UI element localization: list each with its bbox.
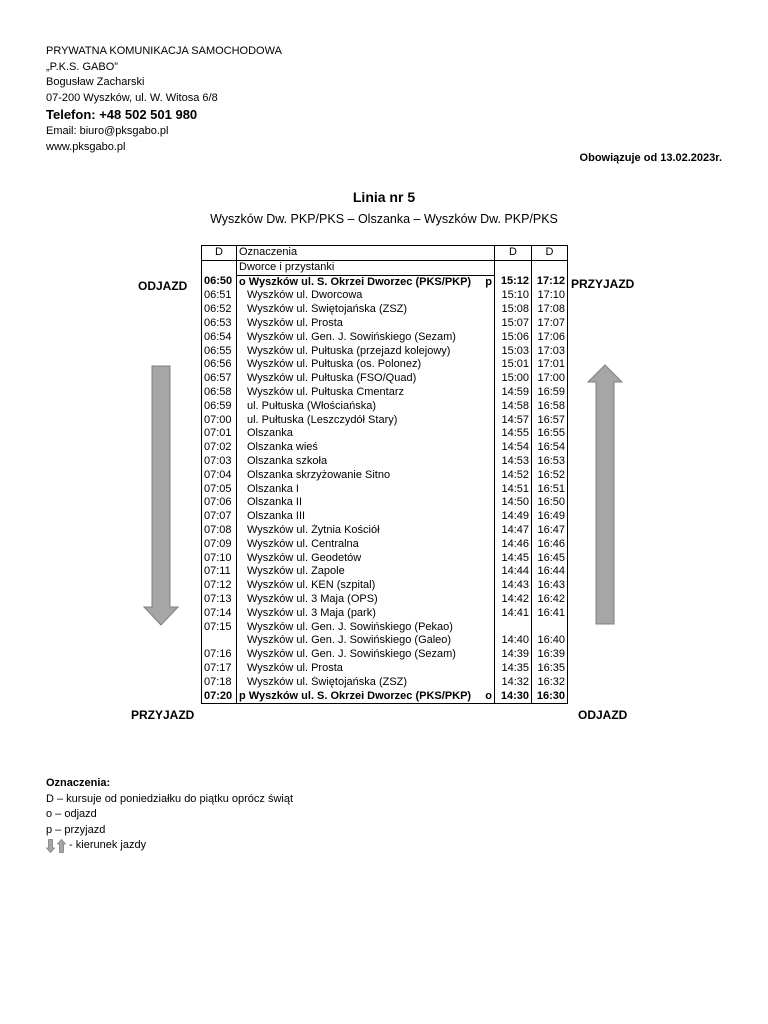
departure-time: 07:04: [202, 469, 237, 483]
departure-time: 07:13: [202, 593, 237, 607]
stop-name: Wyszków ul. Gen. J. Sowińskiego (Sezam): [247, 648, 456, 661]
stop-wrapper: [239, 400, 492, 414]
arrival-time-2: 16:44: [532, 565, 568, 579]
stop-name: Wyszków ul. S. Okrzei Dworzec (PKS/PKP): [248, 689, 472, 702]
departure-time: 07:08: [202, 524, 237, 538]
departure-time: 07:09: [202, 538, 237, 552]
arrival-time-1: 14:43: [495, 579, 532, 593]
stop-left: [239, 690, 471, 704]
departure-time: 07:03: [202, 455, 237, 469]
stop-name: Wyszków ul. Prosta: [247, 661, 343, 674]
company-short-name: „P.K.S. GABO”: [46, 60, 118, 73]
table-row: [202, 621, 568, 635]
departure-time: 07:14: [202, 607, 237, 621]
stop-left: [239, 552, 361, 566]
arrival-time-1: 14:47: [495, 524, 532, 538]
valid-from: Obowiązuje od 13.02.2023r.: [579, 152, 722, 164]
header-arr1: D: [495, 246, 532, 261]
stop-cell: [237, 496, 495, 510]
arrival-time-1: 14:49: [495, 510, 532, 524]
stop-name: Olszanka szkoła: [247, 454, 328, 467]
arrival-time-2: 17:07: [532, 317, 568, 331]
stop-cell: [237, 676, 495, 690]
table-row: [202, 372, 568, 386]
departure-time: 07:20: [202, 690, 237, 704]
stop-cell: [237, 621, 495, 635]
stop-cell: [237, 662, 495, 676]
stop-name: Wyszków ul. Gen. J. Sowińskiego (Pekao): [247, 620, 453, 633]
stop-wrapper: [239, 358, 492, 372]
arrival-time-1: 15:07: [495, 317, 532, 331]
stop-name: Olszanka I: [247, 482, 299, 495]
arrival-time-2: 16:32: [532, 676, 568, 690]
table-row: [202, 524, 568, 538]
stop-wrapper: [239, 441, 492, 455]
stop-left: [239, 469, 390, 483]
departure-time: 06:59: [202, 400, 237, 414]
section-row: [202, 260, 568, 275]
table-row: [202, 510, 568, 524]
stop-cell: [237, 565, 495, 579]
stop-cell: [237, 455, 495, 469]
stop-name: Olszanka: [247, 427, 293, 440]
stop-name: Wyszków ul. Centralna: [247, 537, 359, 550]
stop-name: Olszanka II: [247, 496, 303, 509]
departure-time: 06:58: [202, 386, 237, 400]
stop-wrapper: [239, 538, 492, 552]
departure-time: 07:10: [202, 552, 237, 566]
departure-time: 07:06: [202, 496, 237, 510]
stop-name: Olszanka wieś: [247, 441, 318, 454]
stop-wrapper: [239, 621, 492, 635]
stop-left: [239, 634, 451, 648]
left-departure-label: ODJAZD: [138, 279, 188, 293]
departure-time: 07:16: [202, 648, 237, 662]
stop-cell: [237, 690, 495, 704]
stop-name: Wyszków ul. Pułtuska (FSO/Quad): [247, 372, 417, 385]
arrival-time-2: 17:01: [532, 358, 568, 372]
table-row: [202, 690, 568, 704]
stop-wrapper: [239, 510, 492, 524]
company-header: [46, 44, 282, 156]
stop-left: [239, 496, 302, 510]
stop-pre-marker: o: [239, 275, 246, 288]
legend-item-o: o – odjazd: [46, 808, 97, 821]
stop-cell: [237, 427, 495, 441]
table-row: [202, 607, 568, 621]
table-row: [202, 331, 568, 345]
arrival-time-1: 14:40: [495, 634, 532, 648]
stop-cell: [237, 400, 495, 414]
stop-name: ul. Pułtuska (Włościańska): [247, 399, 376, 412]
arrival-time-2: 17:06: [532, 331, 568, 345]
table-row: [202, 634, 568, 648]
stop-left: [239, 524, 380, 538]
section-a1-cell: [495, 260, 532, 275]
header-dep: D: [202, 246, 237, 261]
departure-time: 06:52: [202, 303, 237, 317]
arrival-time-2: 16:40: [532, 634, 568, 648]
stop-name: Wyszków ul. Żytnia Kościół: [247, 523, 380, 536]
company-owner: Bogusław Zacharski: [46, 76, 145, 89]
stop-cell: [237, 275, 495, 289]
stop-cell: [237, 289, 495, 303]
stop-name: Wyszków ul. Prosta: [247, 316, 343, 329]
arrival-time-2: 16:52: [532, 469, 568, 483]
table-row: [202, 455, 568, 469]
stop-wrapper: [239, 579, 492, 593]
arrival-time-1: 15:06: [495, 331, 532, 345]
table-row: [202, 317, 568, 331]
stop-left: [239, 358, 421, 372]
stop-left: [239, 427, 293, 441]
stop-name: Wyszków ul. Dworcowa: [247, 289, 363, 302]
stop-name: Olszanka skrzyżowanie Sitno: [247, 468, 391, 481]
company-name: PRYWATNA KOMUNIKACJA SAMOCHODOWA: [46, 45, 282, 57]
stop-left: [239, 317, 343, 331]
stop-wrapper: [239, 662, 492, 676]
stop-wrapper: [239, 565, 492, 579]
timetable-header-row: [202, 246, 568, 261]
arrival-time-1: 14:53: [495, 455, 532, 469]
stop-left: [239, 289, 362, 303]
table-row: [202, 676, 568, 690]
company-website: www.pksgabo.pl: [46, 140, 126, 153]
stop-wrapper: [239, 386, 492, 400]
stop-left: [239, 483, 299, 497]
stop-cell: [237, 331, 495, 345]
stop-wrapper: [239, 427, 492, 441]
legend-title: Oznaczenia:: [46, 777, 111, 789]
departure-time: 07:15: [202, 621, 237, 635]
stop-pre-marker: p: [239, 689, 246, 702]
stop-wrapper: [239, 524, 492, 538]
stop-wrapper: [239, 372, 492, 386]
stop-left: [239, 414, 397, 428]
arrival-time-2: 16:58: [532, 400, 568, 414]
line-title: Linia nr 5: [352, 189, 416, 205]
arrival-time-2: [532, 621, 568, 635]
right-arrival-label: PRZYJAZD: [571, 277, 635, 291]
stop-name: Wyszków ul. Gen. J. Sowińskiego (Sezam): [247, 330, 456, 343]
departure-time: 06:57: [202, 372, 237, 386]
arrival-time-1: 15:01: [495, 358, 532, 372]
arrival-time-2: 16:30: [532, 690, 568, 704]
stop-cell: [237, 441, 495, 455]
table-row: [202, 345, 568, 359]
departure-time: 06:50: [202, 275, 237, 289]
arrival-time-2: 16:42: [532, 593, 568, 607]
arrival-time-2: 16:53: [532, 455, 568, 469]
stop-name: Wyszków ul. Świętojańska (ZSZ): [247, 303, 408, 316]
arrival-time-2: 16:43: [532, 579, 568, 593]
arrival-time-1: 14:42: [495, 593, 532, 607]
stop-left: [239, 648, 456, 662]
line-route: Wyszków Dw. PKP/PKS – Olszanka – Wyszków Dw. PKP/PKS: [210, 212, 558, 226]
arrival-time-1: 14:32: [495, 676, 532, 690]
stop-left: [239, 607, 376, 621]
stop-cell: [237, 358, 495, 372]
stop-left: [239, 676, 407, 690]
departure-time: 06:55: [202, 345, 237, 359]
arrival-time-1: 15:03: [495, 345, 532, 359]
departure-time: 07:02: [202, 441, 237, 455]
stop-name: Wyszków ul. 3 Maja (park): [247, 606, 376, 619]
arrival-time-1: 14:51: [495, 483, 532, 497]
stop-left: [239, 386, 404, 400]
table-row: [202, 427, 568, 441]
departure-time: [202, 634, 237, 648]
stop-cell: [237, 317, 495, 331]
company-email: Email: biuro@pksgabo.pl: [46, 125, 169, 138]
stop-wrapper: [239, 345, 492, 359]
table-row: [202, 441, 568, 455]
departure-time: 06:54: [202, 331, 237, 345]
stop-wrapper: [239, 607, 492, 621]
stop-wrapper: [239, 690, 492, 704]
stop-wrapper: [239, 276, 492, 290]
stop-cell: [237, 524, 495, 538]
stop-post-marker: o: [485, 689, 492, 702]
departure-time: 07:11: [202, 565, 237, 579]
arrival-time-1: 15:12: [495, 275, 532, 289]
stop-cell: [237, 634, 495, 648]
arrival-time-2: 17:12: [532, 275, 568, 289]
arrival-time-2: 16:46: [532, 538, 568, 552]
stop-name: Wyszków ul. Gen. J. Sowińskiego (Galeo): [247, 634, 452, 647]
arrival-time-1: 14:55: [495, 427, 532, 441]
arrival-time-1: 14:41: [495, 607, 532, 621]
departure-time: 07:05: [202, 483, 237, 497]
stop-wrapper: [239, 676, 492, 690]
stop-cell: [237, 469, 495, 483]
stop-wrapper: [239, 469, 492, 483]
stop-cell: [237, 510, 495, 524]
table-row: [202, 275, 568, 289]
legend: [46, 776, 293, 854]
arrival-time-2: 16:49: [532, 510, 568, 524]
stop-wrapper: [239, 593, 492, 607]
stop-left: [239, 538, 359, 552]
section-a2-cell: [532, 260, 568, 275]
arrival-time-1: 14:45: [495, 552, 532, 566]
departure-time: 07:18: [202, 676, 237, 690]
arrival-time-1: 14:30: [495, 690, 532, 704]
arrival-time-2: 16:45: [532, 552, 568, 566]
stop-left: [239, 400, 376, 414]
departure-time: 07:01: [202, 427, 237, 441]
departure-time: 07:12: [202, 579, 237, 593]
departure-time: 07:00: [202, 414, 237, 428]
company-address: 07-200 Wyszków, ul. W. Witosa 6/8: [46, 91, 218, 104]
arrival-time-2: 16:41: [532, 607, 568, 621]
arrival-time-1: 15:08: [495, 303, 532, 317]
stop-cell: [237, 386, 495, 400]
stop-name: Wyszków ul. Świętojańska (ZSZ): [247, 675, 408, 688]
table-row: [202, 496, 568, 510]
stop-left: [239, 455, 327, 469]
stop-wrapper: [239, 303, 492, 317]
company-phone: Telefon: +48 502 501 980: [46, 107, 198, 123]
stop-left: [239, 662, 343, 676]
legend-up-arrow-icon: [57, 839, 66, 853]
stop-cell: [237, 303, 495, 317]
stop-left: [239, 510, 305, 524]
arrival-time-1: 14:58: [495, 400, 532, 414]
table-row: [202, 469, 568, 483]
stop-cell: [237, 552, 495, 566]
table-row: [202, 303, 568, 317]
arrival-time-2: 16:55: [532, 427, 568, 441]
stop-left: [239, 621, 453, 635]
stop-wrapper: [239, 414, 492, 428]
arrival-time-2: 16:59: [532, 386, 568, 400]
stop-name: Wyszków ul. Pułtuska (os. Polonez): [247, 358, 422, 371]
arrival-time-1: 14:57: [495, 414, 532, 428]
arrival-time-2: 16:35: [532, 662, 568, 676]
table-row: [202, 593, 568, 607]
arrival-time-2: 16:47: [532, 524, 568, 538]
legend-item-p: p – przyjazd: [46, 823, 106, 836]
arrival-time-2: 16:39: [532, 648, 568, 662]
section-dep-cell: [202, 260, 237, 275]
stop-name: Olszanka III: [247, 510, 306, 523]
stop-name: Wyszków ul. Pułtuska Cmentarz: [247, 385, 405, 398]
down-arrow-icon: [142, 365, 180, 627]
departure-time: 06:53: [202, 317, 237, 331]
legend-down-arrow-icon: [46, 839, 55, 853]
arrival-time-1: 15:10: [495, 289, 532, 303]
arrival-time-1: 14:50: [495, 496, 532, 510]
arrival-time-1: 14:59: [495, 386, 532, 400]
arrival-time-2: 16:57: [532, 414, 568, 428]
arrival-time-1: 15:00: [495, 372, 532, 386]
stop-wrapper: [239, 496, 492, 510]
stop-wrapper: [239, 552, 492, 566]
stop-left: [239, 276, 471, 290]
table-row: [202, 648, 568, 662]
stop-cell: [237, 593, 495, 607]
arrival-time-1: 14:44: [495, 565, 532, 579]
stop-name: Wyszków ul. Pułtuska (przejazd kolejowy): [247, 344, 451, 357]
stop-left: [239, 441, 318, 455]
arrival-time-2: 17:10: [532, 289, 568, 303]
arrival-time-2: 16:51: [532, 483, 568, 497]
stop-post-marker: p: [485, 275, 492, 288]
stop-left: [239, 372, 416, 386]
stop-cell: [237, 607, 495, 621]
legend-direction: [46, 838, 293, 854]
header-desc: Oznaczenia: [237, 246, 495, 261]
stop-cell: [237, 648, 495, 662]
stop-wrapper: [239, 648, 492, 662]
arrival-time-2: 16:50: [532, 496, 568, 510]
arrival-time-2: 16:54: [532, 441, 568, 455]
stop-name: Wyszków ul. Geodetów: [247, 551, 362, 564]
table-row: [202, 414, 568, 428]
up-arrow-icon: [586, 364, 624, 626]
table-row: [202, 662, 568, 676]
table-row: [202, 400, 568, 414]
stop-cell: [237, 538, 495, 552]
departure-time: 07:07: [202, 510, 237, 524]
table-row: [202, 386, 568, 400]
section-label: Dworce i przystanki: [237, 260, 495, 275]
departure-time: 07:17: [202, 662, 237, 676]
legend-direction-text: - kierunek jazdy: [66, 839, 147, 852]
stop-cell: [237, 414, 495, 428]
stop-name: Wyszków ul. S. Okrzei Dworzec (PKS/PKP): [248, 275, 472, 288]
stop-left: [239, 303, 407, 317]
arrival-time-1: 14:46: [495, 538, 532, 552]
stop-wrapper: [239, 483, 492, 497]
table-row: [202, 538, 568, 552]
left-arrival-label: PRZYJAZD: [131, 708, 195, 722]
stop-name: Wyszków ul. KEN (szpital): [247, 579, 376, 592]
stop-cell: [237, 372, 495, 386]
stop-name: Wyszków ul. Zapole: [247, 565, 345, 578]
stop-cell: [237, 345, 495, 359]
arrival-time-2: 17:00: [532, 372, 568, 386]
stop-left: [239, 565, 345, 579]
stop-wrapper: [239, 289, 492, 303]
table-row: [202, 358, 568, 372]
table-row: [202, 289, 568, 303]
stop-left: [239, 579, 375, 593]
header-arr2: D: [532, 246, 568, 261]
departure-time: 06:51: [202, 289, 237, 303]
table-row: [202, 552, 568, 566]
stop-cell: [237, 483, 495, 497]
stop-wrapper: [239, 317, 492, 331]
stop-wrapper: [239, 331, 492, 345]
stop-wrapper: [239, 455, 492, 469]
table-row: [202, 483, 568, 497]
stop-name: Wyszków ul. 3 Maja (OPS): [247, 592, 378, 605]
table-row: [202, 579, 568, 593]
timetable: [201, 245, 568, 704]
arrival-time-2: 17:03: [532, 345, 568, 359]
departure-time: 06:56: [202, 358, 237, 372]
arrival-time-1: 14:39: [495, 648, 532, 662]
stop-name: ul. Pułtuska (Leszczydół Stary): [247, 413, 398, 426]
table-row: [202, 565, 568, 579]
arrival-time-1: 14:52: [495, 469, 532, 483]
arrival-time-2: 17:08: [532, 303, 568, 317]
arrival-time-1: 14:54: [495, 441, 532, 455]
stop-cell: [237, 579, 495, 593]
legend-item-d: D – kursuje od poniedziałku do piątku oprócz świąt: [46, 792, 294, 805]
arrival-time-1: 14:35: [495, 662, 532, 676]
stop-left: [239, 331, 456, 345]
stop-left: [239, 345, 450, 359]
stop-wrapper: [239, 634, 492, 648]
arrival-time-1: [495, 621, 532, 635]
right-departure-label: ODJAZD: [578, 708, 628, 722]
stop-left: [239, 593, 378, 607]
